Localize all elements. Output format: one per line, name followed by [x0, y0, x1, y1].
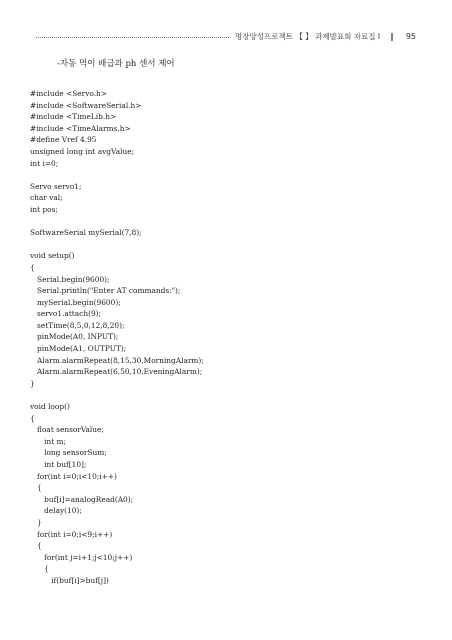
- code-line: {: [30, 564, 49, 574]
- code-line: char val;: [30, 193, 63, 203]
- code-line: Servo servo1;: [30, 181, 82, 191]
- code-line: {: [30, 483, 42, 493]
- code-line: int i=0;: [30, 158, 59, 168]
- code-line: int buf[10];: [30, 460, 87, 469]
- code-line: servo1.attach(9);: [30, 309, 102, 319]
- code-line: #include <TimeAlarms.h>: [30, 123, 131, 133]
- header-separator: ‖: [390, 31, 394, 41]
- code-line: for(int i=0;i<10;i++): [30, 471, 117, 481]
- page-header: [36, 29, 416, 43]
- code-line: }: [30, 378, 35, 388]
- section-title: -자동 먹이 배급과 ph 센서 제어: [57, 59, 175, 69]
- code-line: setTime(8,5,0,12,8,20);: [30, 320, 125, 330]
- code-line: buf[i]=analogRead(A0);: [30, 494, 134, 504]
- code-line: pinMode(A1, OUTPUT);: [30, 344, 127, 354]
- code-line: [30, 169, 204, 181]
- code-line: #define Vref 4.95: [30, 135, 97, 145]
- code-line: void setup(): [30, 251, 75, 261]
- code-line: Alarm.alarmRepeat(6,50,10,EveningAlarm);: [30, 367, 203, 377]
- code-line: [30, 389, 204, 401]
- code-line: SoftwareSerial mySerial(7,8);: [30, 228, 142, 238]
- code-line: #include <TimeLib.h>: [30, 112, 117, 122]
- code-line: if(buf[i]>buf[j]): [30, 575, 109, 585]
- code-line: }: [30, 517, 42, 527]
- code-line: for(int j=i+1;j<10;j++): [30, 552, 133, 562]
- code-line: {: [30, 541, 42, 551]
- code-line: {: [30, 413, 35, 423]
- code-line: #include <SoftwareSerial.h>: [30, 100, 142, 110]
- code-line: int m;: [30, 436, 67, 446]
- code-listing: [30, 88, 204, 587]
- code-line: float sensorValue;: [30, 425, 104, 435]
- code-line: unsigned long int avgValue;: [30, 146, 135, 156]
- code-line: #include <Servo.h>: [30, 89, 107, 98]
- code-line: [30, 239, 204, 251]
- code-line: for(int i=0;i<9;i++): [30, 529, 113, 539]
- header-dotted-leader: [36, 37, 229, 38]
- code-line: void loop(): [30, 402, 70, 412]
- code-line: delay(10);: [30, 506, 82, 516]
- code-line: int pos;: [30, 204, 58, 214]
- header-title: 명장양성프로젝트 【 】 과제발표회 자료집 I: [235, 31, 381, 41]
- code-line: pinMode(A0, INPUT);: [30, 332, 119, 342]
- code-line: {: [30, 262, 35, 272]
- code-line: Serial.begin(9600);: [30, 274, 110, 284]
- code-line: long sensorSum;: [30, 448, 107, 458]
- code-line: Serial.println("Enter AT commands:");: [30, 286, 181, 296]
- code-line: Alarm.alarmRepeat(8,15,30,MorningAlarm);: [30, 355, 204, 365]
- page-number: 95: [405, 31, 416, 41]
- code-line: mySerial.begin(9600);: [30, 297, 121, 307]
- code-line: [30, 216, 204, 228]
